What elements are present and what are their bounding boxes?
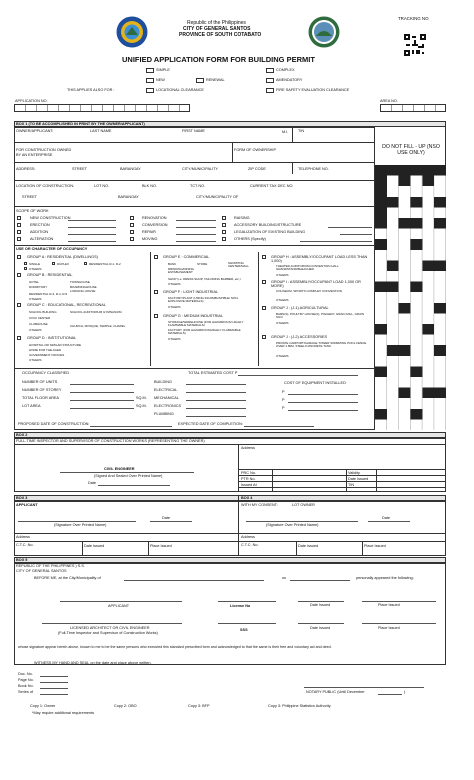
- group-b-checkbox[interactable]: [17, 273, 21, 277]
- box3-sig-label: (Signature Over Printed Name): [54, 523, 107, 527]
- group-j2-checkbox[interactable]: [262, 335, 266, 339]
- occ-checkbox[interactable]: [84, 262, 87, 265]
- occ-item: RESIDENTIAL R-3, R-4, R-5: [29, 292, 68, 296]
- tax-dec-label: CURRENT TAX DEC NO.: [250, 184, 294, 188]
- scope-item: RAISING: [234, 216, 250, 220]
- city-seal-icon: [116, 16, 148, 48]
- group-j1-checkbox[interactable]: [262, 306, 266, 310]
- box2-date-issued-label: Date Issued: [348, 477, 369, 481]
- box5-title: BOX 5: [16, 558, 28, 562]
- civil-engineer-label: CIVIL ENGINEER: [104, 467, 135, 471]
- occ-checkbox[interactable]: [52, 262, 55, 265]
- barangay2-label: BARANGAY: [118, 195, 139, 199]
- location-label: LOCATION OF CONSTRUCTION:: [16, 184, 75, 188]
- scope-raising-checkbox[interactable]: [222, 216, 226, 220]
- qr-code-icon: [404, 34, 426, 56]
- occ-item: BARN(S), POULTRY HOUSE(S), PIGGERY, GRAIN MILL, GRAIN SILO: [276, 312, 365, 320]
- page-title: UNIFIED APPLICATION FORM FOR BUILDING PERMIT: [122, 55, 315, 64]
- occ-checkbox[interactable]: [24, 267, 27, 270]
- tracking-no-label: TRACKING NO: [398, 16, 429, 21]
- witness-label: WITNESS MY HAND AND SEAL on the date and place above written.: [34, 661, 152, 665]
- box2-title: BOX 2: [16, 433, 28, 437]
- occ-item: HOME FOR THE AGED: [29, 348, 62, 352]
- scope-alteration-checkbox[interactable]: [17, 237, 21, 241]
- notary-label: NOTARY PUBLIC (Until December: [306, 690, 365, 694]
- barangay-label: BARANGAY: [120, 167, 141, 171]
- box4-place-issued-label: Place Issued: [364, 544, 386, 548]
- occ-item: SINGLE: [29, 262, 41, 266]
- scope-item: RENOVATION: [142, 216, 167, 220]
- scope-item: LEGALIZATION OF EXISTING BUILDING: [234, 230, 306, 234]
- box5-date-issued-label: Date Issued: [310, 603, 331, 607]
- scope-item: ADDITION: [30, 230, 49, 234]
- mi-label: M.I.: [282, 130, 289, 134]
- box4-ctc-label: C.T.C. No.: [241, 543, 259, 547]
- group-i-title: GROUP I : ASSEMBLY/OCCUPANT LOAD 1,000 OR MORE): [271, 280, 361, 289]
- notary-end-label: ): [404, 690, 406, 694]
- occ-item: OTHERS: [29, 297, 42, 301]
- group-d-title: GROUP D : INSTITUTIONAL: [27, 336, 77, 340]
- floor-area-label: TOTAL FLOOR AREA: [22, 396, 60, 400]
- license-no-label: License No: [230, 604, 251, 608]
- city-label: CITY OF GENERAL SANTOS: [183, 26, 251, 32]
- scope-item: CONVERSION: [142, 223, 168, 227]
- box3-applicant-label: APPLICANT: [16, 503, 38, 507]
- simple-label: SIMPLE: [156, 68, 170, 72]
- applies-also-label: THIS APPLIES ALSO FOR :: [67, 88, 115, 92]
- renewal-label: RENEWAL: [206, 78, 225, 82]
- scope-repair-checkbox[interactable]: [130, 230, 134, 234]
- occ-item: DORMITORY: [29, 285, 48, 289]
- street2-label: STREET: [22, 195, 37, 199]
- consent-label: WITH MY CONSENT:: [241, 503, 278, 507]
- application-no-boxes[interactable]: [14, 104, 190, 112]
- occ-item: SCHOOL BUILDING: [29, 310, 57, 314]
- scope-moving-checkbox[interactable]: [130, 237, 134, 241]
- doc-no-label: Doc. No.: [18, 672, 33, 676]
- occ-item: OTHERS: [29, 267, 42, 271]
- fire-checkbox[interactable]: [266, 88, 274, 93]
- box4-sig-label: (Signature Over Printed Name): [266, 523, 319, 527]
- copy2-label: Copy 2: OBO: [114, 704, 137, 708]
- occ-item: GOVERNMENT OFFICES: [29, 353, 65, 357]
- occ-item: TOWNHOUSE: [70, 280, 90, 284]
- occ-item: STORE: [197, 262, 208, 266]
- group-f-checkbox[interactable]: [154, 290, 158, 294]
- scope-erection-checkbox[interactable]: [17, 223, 21, 227]
- box3-date-label: Date: [162, 516, 171, 520]
- box5-republic-label: REPUBLIC OF THE PHILIPPINES ) S.S.: [16, 564, 85, 568]
- fire-label: FIRE SAFETY EVALUATION CLEARANCE: [276, 88, 350, 92]
- occ-item: CHURCH, MOSQUE, TEMPLE, CHAPEL: [70, 324, 126, 328]
- occupancy-title: USE OR CHARACTER OF OCCUPANCY: [16, 247, 88, 251]
- box2: [14, 438, 446, 492]
- scope-item: ACCESSORY BUILDING/STRUCTURE: [234, 223, 302, 227]
- first-name-label: FIRST NAME: [182, 129, 205, 133]
- scope-title: SCOPE OF WORK: [16, 209, 49, 213]
- building-label: BUILDING: [154, 380, 172, 384]
- occ-item: BANK: [168, 262, 177, 266]
- box1-title: BOX 1 (TO BE ACCOMPLISHED IN PRINT BY THE OWNER/APPLICANT): [16, 122, 145, 126]
- occ-item: OTHERS: [168, 337, 181, 341]
- validity-label: Validity: [348, 471, 360, 475]
- licensed-sub-label: (Full-Time Inspector and Supervisor of Construction Works): [58, 631, 158, 635]
- complex-checkbox[interactable]: [266, 68, 274, 73]
- ptr-label: PTR No.: [241, 477, 256, 481]
- for-construction-label: FOR CONSTRUCTION OWNED: [16, 148, 72, 152]
- book-no-label: Book No.: [18, 684, 34, 688]
- city-mun-label: CITY/MUNICIPALITY: [182, 167, 219, 171]
- occ-item: OTHERS: [29, 358, 42, 362]
- occ-item: SHOPPING CENTER/MALL: [228, 261, 250, 269]
- occ-item: PRIVATE CARPORT/GARAGE TOWER SWIMMING POOL FENCE OVER 1.80M, STEEL/CONCRETE TANK: [276, 341, 367, 349]
- group-e-checkbox[interactable]: [154, 255, 158, 259]
- number-units-label: NUMBER OF UNITS: [22, 380, 58, 384]
- complex-label: COMPLEX: [276, 68, 295, 72]
- group-h-checkbox[interactable]: [262, 255, 266, 259]
- scope-item: MOVING: [142, 237, 158, 241]
- locational-checkbox[interactable]: [146, 88, 154, 93]
- group-h-title: GROUP H : ASSEMBLY/OCCUPANT LOAD LESS THAN 1,000): [271, 255, 368, 264]
- group-c-title: GROUP C : EDUCATIONAL, RECREATIONAL: [27, 303, 106, 307]
- group-b-title: GROUP B : RESIDENTIAL: [27, 273, 73, 277]
- street-label: STREET: [72, 167, 87, 171]
- series-label: Series of: [18, 690, 33, 694]
- occ-item: OTHERS: [276, 354, 289, 358]
- group-d-checkbox[interactable]: [17, 336, 21, 340]
- box5-date-issued2-label: Date Issued: [310, 626, 331, 630]
- city-mun2-label: CITY/MUNICIPALITY OF: [196, 195, 239, 199]
- equipment-label: COST OF EQUIPMENT INSTALLED: [284, 381, 346, 385]
- box3-ctc-label: C.T.C. No.: [16, 543, 34, 547]
- box4-date-label: Date: [382, 516, 391, 520]
- plumbing-label: PLUMBING: [154, 412, 174, 416]
- scope-conversion-checkbox[interactable]: [130, 223, 134, 227]
- occ-item: OTHERS: [276, 321, 289, 325]
- sqm2-label: SQ.M.: [136, 404, 147, 408]
- box5-place-issued-label: Place Issued: [378, 603, 400, 607]
- application-no-label: APPLICATION NO.: [15, 99, 48, 103]
- box5-applicant-label: APPLICANT: [108, 604, 130, 608]
- occ-item: BOARDINGHOUSE: [70, 285, 97, 289]
- p-label: P: [282, 398, 285, 402]
- box2-signed-label: (Signed And Sealed Over Printed Name): [94, 474, 163, 478]
- zip-label: ZIP CODE: [248, 167, 266, 171]
- area-no-boxes[interactable]: [380, 104, 446, 112]
- occ-item: LODGING HOUSE: [70, 289, 96, 293]
- amendatory-label: AMENDATORY: [276, 78, 303, 82]
- personally-label: personally appeared the following:: [356, 576, 414, 580]
- occ-item: CLUBHOUSE: [29, 322, 48, 326]
- occ-item: HOSPITAL OR SIMILAR STRUCTURE: [29, 343, 82, 347]
- group-e-title: GROUP E : COMMERCIAL: [163, 255, 210, 259]
- mechanical-label: MECHANICAL: [154, 396, 179, 400]
- box3-date-issued-label: Date Issued: [84, 544, 105, 548]
- lot-no-label: LOT NO.: [94, 184, 110, 188]
- tin-label: TIN: [298, 129, 305, 133]
- occupancy-classified-label: OCCUPANCY CLASSIFIED: [22, 371, 70, 375]
- occ-item: FACTORY (FOR HAZARDOUS/HIGHLY FLAMMABLE MATERIALS): [168, 328, 241, 336]
- occ-item: SHOP (i.e. DRESS SHOP, TAILORING BARBER, etc.): [168, 277, 241, 281]
- lot-owner-label: LOT OWNER: [292, 503, 315, 507]
- scope-item: REPAIR: [142, 230, 156, 234]
- new-label: NEW: [156, 78, 165, 82]
- box4-title: BOX 4: [241, 496, 253, 500]
- last-name-label: LAST NAME: [90, 129, 112, 133]
- issued-at-label: Issued At: [241, 483, 257, 487]
- box5-place-issued2-label: Place Issued: [378, 626, 400, 630]
- proposed-date-label: PROPOSED DATE OF CONSTRUCTION:: [18, 422, 90, 426]
- box5-city-label: CITY OF GENERAL SANTOS: [16, 569, 67, 573]
- whose-signature-label: whose signature appear herein above, known to me to be the same persons who executed this standard prescribed form and acknowledged to that the same is their free and voluntary act and deed.: [18, 645, 332, 649]
- by-enterprise-label: BY AN ENTERPRISE: [16, 153, 53, 157]
- licensed-label: LICENSED ARCHITECT OR CIVIL ENGINEER: [70, 626, 150, 630]
- scope-others-checkbox[interactable]: [222, 237, 226, 241]
- p-label: P: [282, 390, 285, 394]
- group-g-title: GROUP G : MEDIUM INDUSTRIAL: [163, 314, 224, 318]
- occ-item: COLISEUM, SPORTS COMPLEX CONVENTION: [276, 289, 342, 293]
- renewal-checkbox[interactable]: [196, 78, 204, 83]
- scope-new-checkbox[interactable]: [17, 216, 21, 220]
- scope-item: ALTERATION: [30, 237, 54, 241]
- group-j1-title: GROUP J : (J-1) AGRICULTURAL: [271, 306, 329, 310]
- group-f-title: GROUP F : LIGHT INDUSTRIAL: [163, 290, 219, 294]
- before-me-label: BEFORE ME, at the City/Municipality of: [34, 576, 101, 580]
- blk-no-label: BLK NO.: [142, 184, 157, 188]
- lot-area-label: LOT AREA: [22, 404, 41, 408]
- amendatory-checkbox[interactable]: [266, 78, 274, 83]
- locational-label: LOCATIONAL CLEARANCE: [156, 88, 204, 92]
- occ-item: OTHERS: [168, 305, 181, 309]
- occ-item: THEATER,AUDITORIUM,CONVENTION HALL GRANDSTAND/BLEACHER: [276, 264, 339, 272]
- box2-address-label: Address: [241, 446, 255, 450]
- nso-use-label: DO NOT FILL - UP (NSO USE ONLY): [382, 144, 440, 156]
- box3-place-issued-label: Place Issued: [150, 544, 172, 548]
- address-label: ADDRESS:: [16, 167, 36, 171]
- box2-tin-label: TIN: [348, 483, 355, 487]
- group-g-checkbox[interactable]: [154, 314, 158, 318]
- electrical-label: ELECTRICAL: [154, 388, 178, 392]
- occ-item: OTHERS: [276, 273, 289, 277]
- occ-item: DRINKING/DINING ESTABLISHMENT: [168, 267, 195, 275]
- scope-item: NEW CONSTRUCTION: [30, 216, 71, 220]
- occ-item: RESIDENTIAL R-1, R-2: [89, 262, 121, 266]
- box3-address-label: Address: [16, 535, 30, 539]
- group-j2-title: GROUP J : (J-2) ACCESSORIES: [271, 335, 328, 339]
- occ-item: HOTEL: [29, 280, 40, 284]
- occ-item: OTHERS: [276, 298, 289, 302]
- number-storey-label: NUMBER OF STOREY: [22, 388, 62, 392]
- sqm-label: SQ.M.: [136, 396, 147, 400]
- scope-item: OTHERS (Specify): [234, 237, 266, 241]
- total-cost-label: TOTAL ESTIMATED COST P: [188, 371, 238, 375]
- prc-label: PRC No.: [241, 471, 256, 475]
- copy1-label: Copy 1: Owner: [30, 704, 56, 708]
- group-i-checkbox[interactable]: [262, 280, 266, 284]
- owner-label: OWNER/APPLICANT:: [16, 129, 54, 133]
- copy3-label: Copy 3: BFP: [188, 704, 210, 708]
- box4-address-label: Address: [241, 535, 255, 539]
- on-label: on: [282, 576, 287, 580]
- occ-item: OTHERS: [29, 328, 42, 332]
- occ-item: DUPLEX: [57, 262, 70, 266]
- sss-label: SSS: [240, 628, 248, 632]
- page-no-label: Page No.: [18, 678, 34, 682]
- telephone-label: TELEPHONE NO.: [298, 167, 329, 171]
- occ-item: FACTORY/PLANT (USING INCOMBUSTIBLE/ NON-EXPLOSIVE MATERIALS): [168, 296, 239, 304]
- scope-legalization-checkbox[interactable]: [222, 230, 226, 234]
- box2-date-label: Date: [88, 481, 97, 485]
- scope-accessory-checkbox[interactable]: [222, 223, 226, 227]
- box4-date-issued-label: Date Issued: [298, 544, 319, 548]
- occ-item: CIVIC CENTER: [29, 316, 51, 320]
- province-label: PROVINCE OF SOUTH COTABATO: [179, 32, 262, 38]
- scope-renovation-checkbox[interactable]: [130, 216, 134, 220]
- new-checkbox[interactable]: [146, 78, 154, 83]
- group-c-checkbox[interactable]: [17, 303, 21, 307]
- group-a-checkbox[interactable]: [17, 255, 21, 259]
- nso-grid: [375, 165, 446, 430]
- note-label: *May require additional requirements: [32, 711, 95, 715]
- form-of-ownership-label: FORM OF OWNERSHIP: [234, 148, 276, 152]
- group-a-title: GROUP A : RESIDENTIAL (DWELLINGS): [27, 255, 98, 259]
- copy4-label: Copy 3: Philippine Statistics Authority: [268, 704, 331, 708]
- p-label: P: [282, 406, 285, 410]
- occ-item: OTHERS: [168, 282, 181, 286]
- scope-addition-checkbox[interactable]: [17, 230, 21, 234]
- occ-item: STORAGE/WAREHOUSE (FOR HAZARDOUS/ HIGHLY FLAMMABLE MATERIALS): [168, 320, 244, 328]
- box3-title: BOX 3: [16, 496, 28, 500]
- province-seal-icon: [308, 16, 340, 48]
- tct-no-label: TCT NO.: [190, 184, 206, 188]
- simple-checkbox[interactable]: [146, 68, 154, 73]
- expected-date-label: EXPECTED DATE OF COMPLETION:: [178, 422, 243, 426]
- box2-subtitle: FULL-TIME INSPECTOR AND SUPERVISOR OF CONSTRUCTION WORKS (REPRESENTING THE OWNER): [16, 439, 205, 443]
- area-no-label: AREA NO.: [380, 99, 398, 103]
- occ-checkbox[interactable]: [24, 262, 27, 265]
- occ-item: SCHOOL AUDITORIUM GYMNASIUM: [70, 310, 122, 314]
- scope-item: ERECTION: [30, 223, 50, 227]
- republic-label: Republic of the Philippines: [187, 20, 246, 26]
- electronics-label: ELECTRONICS: [154, 404, 182, 408]
